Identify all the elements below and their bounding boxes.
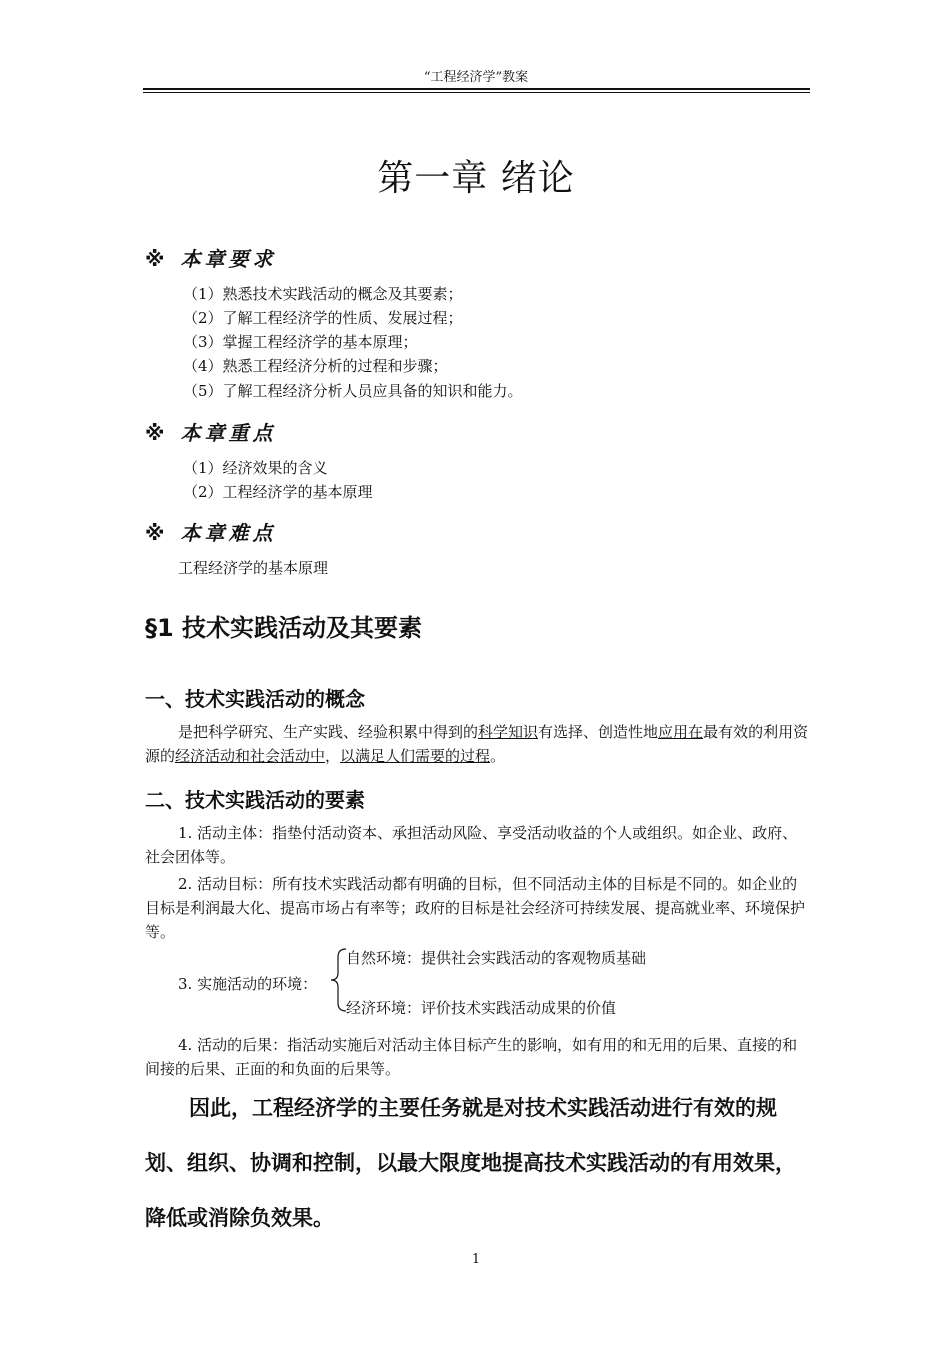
element-item-consequence: 4. 活动的后果：指活动实施后对活动主体目标产生的影响，如有用的和无用的后果、直接的和间接的后果、正面的和负面的后果等。 — [145, 1036, 798, 1078]
underlined-term: 经济活动和社会活动中 — [175, 747, 326, 765]
difficulties-heading-text: 本章难点 — [180, 521, 277, 545]
concept-text: 。 — [490, 747, 506, 765]
element-item-subject: 1. 活动主体：指垫付活动资本、承担活动风险、享受活动收益的个人或组织。如企业、政府、社会团体等。 — [145, 824, 798, 866]
chapter-title: 第一章 绪论 — [377, 158, 575, 199]
key-point-item: （2）工程经济学的基本原理 — [183, 483, 373, 501]
difficulties-heading — [145, 517, 276, 546]
element-item-environment-label: 3. 实施活动的环境： — [178, 975, 318, 993]
element-item-goal: 2. 活动目标：所有技术实践活动都有明确的目标，但不同活动主体的目标是不同的。如企业的目标是利润最大化、提高市场占有率等；政府的目标是社会经济可持续发展、提高就业率、环境保护等。 — [145, 875, 806, 941]
subsection-heading-concept: 一、技术实践活动的概念 — [145, 687, 365, 711]
curly-brace-icon — [326, 947, 348, 1013]
page-number: 1 — [471, 1252, 481, 1267]
concept-text: 有选择、创造性地 — [538, 723, 659, 741]
reference-mark-icon: ※ — [145, 521, 165, 545]
requirement-item: （3）掌握工程经济学的基本原理； — [183, 333, 418, 351]
reference-mark-icon: ※ — [145, 421, 165, 445]
reference-mark-icon: ※ — [145, 247, 165, 271]
concept-text: 最有效的利用资源的 — [145, 723, 809, 765]
underlined-term: 以满足人们需要的过程 — [340, 747, 491, 765]
requirement-item: （4）熟悉工程经济分析的过程和步骤； — [183, 357, 448, 375]
concept-text: ， — [325, 747, 341, 765]
requirements-heading-text: 本章要求 — [180, 247, 277, 271]
subsection-heading-elements: 二、技术实践活动的要素 — [145, 788, 365, 812]
underlined-term: 应用在 — [658, 723, 704, 741]
key-points-heading-text: 本章重点 — [180, 421, 277, 445]
underlined-term: 科学知识 — [478, 723, 539, 741]
key-points-heading — [145, 417, 276, 446]
running-header: “工程经济学”教案 — [423, 70, 529, 85]
difficulty-text: 工程经济学的基本原理 — [178, 559, 329, 577]
key-point-item: （1）经济效果的含义 — [183, 459, 328, 477]
header-rule — [143, 88, 810, 93]
concept-paragraph — [145, 720, 810, 768]
requirements-heading — [145, 243, 276, 272]
conclusion-paragraph: 因此，工程经济学的主要任务就是对技术实践活动进行有效的规划、组织、协调和控制，以最大限度地提高技术实践活动的有用效果，降低或消除负效果。 — [145, 1096, 796, 1230]
requirement-item: （1）熟悉技术实践活动的概念及其要素； — [183, 285, 463, 303]
section-heading: §1 技术实践活动及其要素 — [145, 614, 423, 642]
concept-text: 是把科学研究、生产实践、经验积累中得到的 — [178, 723, 479, 741]
requirement-item: （2）了解工程经济学的性质、发展过程； — [183, 309, 463, 327]
environment-economic: 经济环境：评价技术实践活动成果的价值 — [346, 999, 617, 1017]
environment-natural: 自然环境：提供社会实践活动的客观物质基础 — [346, 949, 647, 967]
requirement-item: （5）了解工程经济分析人员应具备的知识和能力。 — [183, 382, 523, 400]
